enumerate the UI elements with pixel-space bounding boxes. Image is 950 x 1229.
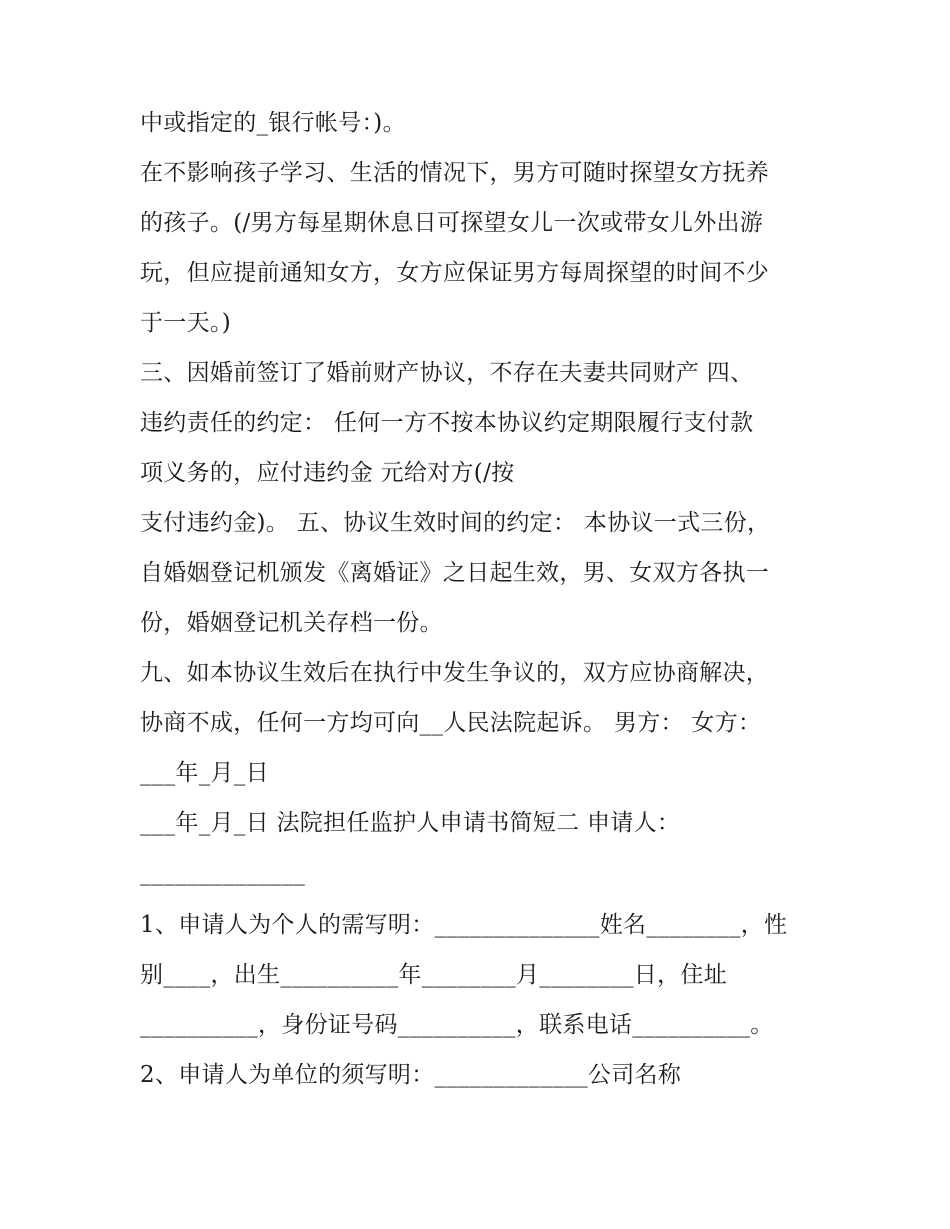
form-field-line: __________，身份证号码__________，联系电话__________。 [140,1012,774,1038]
text-line: 三、因婚前签订了婚前财产协议，不存在夫妻共同财产 四、 [140,360,754,386]
form-field-line: 别____，出生__________年________月________日，住址 [140,962,727,988]
text-line: 九、如本协议生效后在执行中发生争议的，双方应协商解决， [140,660,770,686]
text-line: 项义务的，应付违约金 元给对方(/按 [140,460,515,486]
text-line: 于一天。) [140,310,231,336]
form-field-line: 1、申请人为个人的需写明：______________姓名________，性 [140,912,788,938]
text-line: 自婚姻登记机颁发《离婚证》之日起生效，男、女双方各执一 [140,560,770,586]
text-line: 的孩子。(/男方每星期休息日可探望女儿一次或带女儿外出游 [140,210,764,236]
text-line: 在不影响孩子学习、生活的情况下，男方可随时探望女方抚养 [140,160,770,186]
date-line: ___年_月_日 [140,760,269,786]
form-field-line: 2、申请人为单位的须写明：_____________公司名称 [140,1062,682,1088]
text-line: 违约责任的约定： 任何一方不按本协议约定期限履行支付款 [140,410,754,436]
text-line: ___年_月_日 法院担任监护人申请书简短二 申请人： [140,810,681,836]
text-line: 中或指定的_银行帐号：)。 [140,110,406,136]
text-line: 玩，但应提前通知女方，女方应保证男方每周探望的时间不少 [140,260,770,286]
text-line: 支付违约金)。 五、协议生效时间的约定： 本协议一式三份， [140,510,771,536]
text-line: 协商不成，任何一方均可向__人民法院起诉。 男方： 女方： [140,710,762,736]
text-line: 份，婚姻登记机关存档一份。 [140,610,443,636]
document-body [140,110,820,1112]
blank-line: ______________ [140,860,306,886]
